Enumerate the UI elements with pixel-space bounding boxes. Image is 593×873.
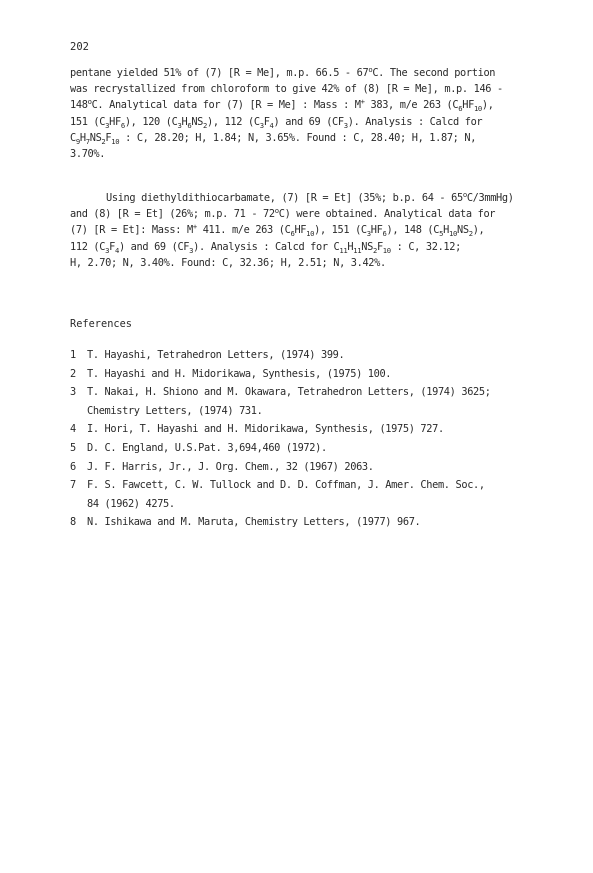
reference-item (70, 365, 540, 384)
reference-text (87, 365, 540, 384)
reference-item (70, 458, 540, 477)
reference-text (87, 420, 540, 439)
page-number: 202 (70, 41, 89, 53)
text-line: and (8) [R = Et] (26%; m.p. 71 - 72$^o$C) were obtained. Analytical data for (70, 206, 496, 221)
references-list (70, 346, 540, 532)
reference-item (70, 513, 540, 532)
text-line: 3.70%. (70, 147, 106, 160)
reference-item (70, 476, 540, 513)
reference-line: 84 (1962) 4275. (87, 497, 175, 510)
reference-number: 7 (70, 479, 76, 492)
reference-line: D. C. England, U.S.Pat. 3,694,460 (1972). (87, 441, 327, 454)
reference-text (87, 439, 540, 458)
reference-text (87, 476, 540, 513)
reference-line: T. Nakai, H. Shiono and M. Okawara, Tetrahedron Letters, (1974) 3625; (87, 386, 491, 399)
text-line: Using diethyldithiocarbamate, (7) [R = Et] (35%; b.p. 64 - 65$^o$C/3mmHg) (106, 190, 514, 204)
reference-text (87, 513, 540, 532)
text-line: 148$^o$C. Analytical data for (7) [R = Me] : Mass : M+ 383, m/e 263 $(C_6HF_{10})$, (70, 97, 494, 114)
paragraph-experimental-ethyl (70, 190, 540, 271)
reference-text (87, 383, 540, 420)
text-line: 112 $(C_3F_4)$ and 69 $(CF_3)$. Analysis : Calcd for $C_{11}H_{11}NS_2F_{10}$ : C, 32.12; (70, 240, 461, 255)
reference-line: F. S. Fawcett, C. W. Tullock and D. D. Coffman, J. Amer. Chem. Soc., (87, 479, 485, 492)
reference-item (70, 439, 540, 458)
reference-number: 6 (70, 460, 76, 473)
reference-number: 2 (70, 367, 76, 380)
text-line: $C_9H_7NS_2F_{10}$ : C, 28.20; H, 1.84; N, 3.65%. Found : C, 28.40; H, 1.87; N, (70, 131, 477, 146)
text-line: (7) [R = Et]: Mass: M+ 411. m/e 263 $(C_6HF_{10})$, 151 $(C_3HF_6)$, 148 $(C_5H_{10}NS_2)$, (70, 222, 485, 239)
reference-item (70, 420, 540, 439)
reference-line: T. Hayashi and H. Midorikawa, Synthesis, (1975) 100. (87, 367, 392, 380)
reference-line: T. Hayashi, Tetrahedron Letters, (1974) 399. (87, 349, 345, 361)
reference-line: I. Hori, T. Hayashi and H. Midorikawa, Synthesis, (1975) 727. (87, 423, 444, 436)
reference-line: Chemistry Letters, (1974) 731. (87, 404, 263, 417)
reference-text (87, 346, 540, 365)
text-line: was recrystallized from chloroform to give 42% of (8) [R = Me], m.p. 146 - (70, 83, 503, 96)
reference-item (70, 383, 540, 420)
reference-line: J. F. Harris, Jr., J. Org. Chem., 32 (1967) 2063. (87, 460, 374, 473)
reference-line: N. Ishikawa and M. Maruta, Chemistry Letters, (1977) 967. (87, 516, 421, 529)
text-line: H, 2.70; N, 3.40%. Found: C, 32.36; H, 2.51; N, 3.42%. (70, 256, 386, 269)
reference-number: 1 (70, 349, 76, 361)
reference-number: 8 (70, 516, 76, 529)
reference-number: 3 (70, 386, 76, 399)
reference-text (87, 458, 540, 477)
reference-number: 5 (70, 441, 76, 454)
text-line: 151 $(C_3HF_6)$, 120 $(C_3H_6NS_2)$, 112 $(C_3F_4)$ and 69 $(CF_3)$. Analysis : Calcd for (70, 115, 483, 130)
text-line: pentane yielded 51% of (7) [R = Me], m.p. 66.5 - 67$^o$C. The second portion (70, 65, 496, 79)
reference-item (70, 346, 540, 365)
paragraph-experimental-methyl (70, 65, 540, 162)
references-heading: References (70, 318, 132, 330)
reference-number: 4 (70, 423, 76, 436)
